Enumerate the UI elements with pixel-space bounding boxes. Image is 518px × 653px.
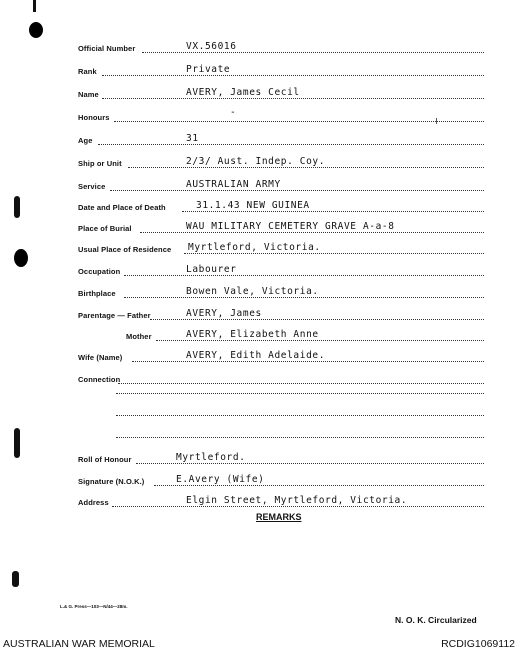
date-place-death-label: Date and Place of Death bbox=[78, 203, 166, 212]
footer-institution: AUSTRALIAN WAR MEMORIAL bbox=[3, 638, 155, 650]
dotted-line bbox=[124, 297, 484, 298]
occupation-label: Occupation bbox=[78, 267, 121, 276]
dotted-line bbox=[114, 121, 484, 122]
row-address bbox=[0, 491, 518, 509]
mother-label: Mother bbox=[126, 332, 152, 341]
dotted-line bbox=[132, 361, 484, 362]
age-label: Age bbox=[78, 136, 93, 145]
place-burial-label: Place of Burial bbox=[78, 224, 132, 233]
age-value: 31 bbox=[186, 133, 199, 144]
nok-circularized-stamp: N. O. K. Circularized bbox=[395, 615, 477, 625]
row-ship-or-unit bbox=[0, 152, 518, 170]
father-value: AVERY, James bbox=[186, 308, 262, 319]
row-date-place-death bbox=[0, 196, 518, 214]
connection-blank-line-3 bbox=[116, 437, 484, 438]
date-place-death-value: 31.1.43 NEW GUINEA bbox=[196, 200, 310, 211]
address-label: Address bbox=[78, 498, 109, 507]
honours-label: Honours bbox=[78, 113, 110, 122]
top-edge-mark bbox=[33, 0, 36, 12]
roll-of-honour-label: Roll of Honour bbox=[78, 455, 132, 464]
dotted-line bbox=[154, 485, 484, 486]
row-rank bbox=[0, 60, 518, 78]
dotted-line bbox=[136, 463, 484, 464]
row-place-burial bbox=[0, 217, 518, 235]
dotted-line bbox=[142, 52, 484, 53]
name-label: Name bbox=[78, 90, 99, 99]
mother-value: AVERY, Elizabeth Anne bbox=[186, 329, 319, 340]
rank-label: Rank bbox=[78, 67, 97, 76]
dotted-line bbox=[156, 340, 484, 341]
service-label: Service bbox=[78, 182, 106, 191]
dotted-line bbox=[124, 275, 484, 276]
row-connection bbox=[0, 368, 518, 386]
left-edge-mark-3 bbox=[12, 571, 19, 587]
signature-value: E.Avery (Wife) bbox=[176, 474, 265, 485]
row-name bbox=[0, 83, 518, 101]
dotted-line bbox=[112, 506, 484, 507]
dotted-line bbox=[182, 211, 484, 212]
connection-blank-line-1 bbox=[116, 393, 484, 394]
connection-blank-line-2 bbox=[116, 415, 484, 416]
footer-bar bbox=[0, 636, 518, 653]
row-age bbox=[0, 129, 518, 147]
dotted-line bbox=[102, 75, 484, 76]
rank-value: Private bbox=[186, 64, 231, 75]
usual-residence-label: Usual Place of Residence bbox=[78, 245, 172, 254]
row-birthplace bbox=[0, 282, 518, 300]
birthplace-value: Bowen Vale, Victoria. bbox=[186, 286, 319, 297]
row-signature bbox=[0, 470, 518, 488]
ship-or-unit-value: 2/3/ Aust. Indep. Coy. bbox=[186, 156, 326, 167]
dotted-line bbox=[150, 319, 484, 320]
dotted-line bbox=[184, 253, 484, 254]
honours-value: - bbox=[230, 107, 237, 118]
row-usual-residence bbox=[0, 238, 518, 256]
signature-label: Signature (N.O.K.) bbox=[78, 477, 145, 486]
official-number-label: Official Number bbox=[78, 44, 136, 53]
service-value: AUSTRALIAN ARMY bbox=[186, 179, 281, 190]
wife-value: AVERY, Edith Adelaide. bbox=[186, 350, 326, 361]
wife-label: Wife (Name) bbox=[78, 353, 123, 362]
dotted-line bbox=[102, 98, 484, 99]
row-occupation bbox=[0, 260, 518, 278]
address-value: Elgin Street, Myrtleford, Victoria. bbox=[186, 495, 408, 506]
row-honours bbox=[0, 106, 518, 124]
printer-note: L.& G. Press—103—N/44—28m. bbox=[60, 604, 128, 609]
dotted-line bbox=[140, 232, 484, 233]
dotted-line bbox=[118, 383, 484, 384]
father-label: Parentage — Father bbox=[78, 311, 151, 320]
dotted-line bbox=[110, 190, 484, 191]
usual-residence-value: Myrtleford, Victoria. bbox=[188, 242, 321, 253]
official-number-value: VX.56016 bbox=[186, 41, 237, 52]
row-roll-of-honour bbox=[0, 448, 518, 466]
row-mother bbox=[0, 325, 518, 343]
punch-hole-top bbox=[29, 22, 43, 38]
place-burial-value: WAU MILITARY CEMETERY GRAVE A-a-8 bbox=[186, 221, 395, 232]
connection-label: Connection bbox=[78, 375, 121, 384]
row-official-number bbox=[0, 37, 518, 55]
ink-tick-mark bbox=[436, 118, 437, 124]
ship-or-unit-label: Ship or Unit bbox=[78, 159, 122, 168]
name-value: AVERY, James Cecil bbox=[186, 87, 300, 98]
roll-of-honour-value: Myrtleford. bbox=[176, 452, 246, 463]
footer-record-id: RCDIG1069112 bbox=[441, 638, 515, 650]
row-wife bbox=[0, 346, 518, 364]
row-service bbox=[0, 175, 518, 193]
dotted-line bbox=[98, 144, 484, 145]
birthplace-label: Birthplace bbox=[78, 289, 116, 298]
remarks-heading: REMARKS bbox=[256, 512, 302, 522]
occupation-value: Labourer bbox=[186, 264, 237, 275]
dotted-line bbox=[128, 167, 484, 168]
row-father bbox=[0, 304, 518, 322]
